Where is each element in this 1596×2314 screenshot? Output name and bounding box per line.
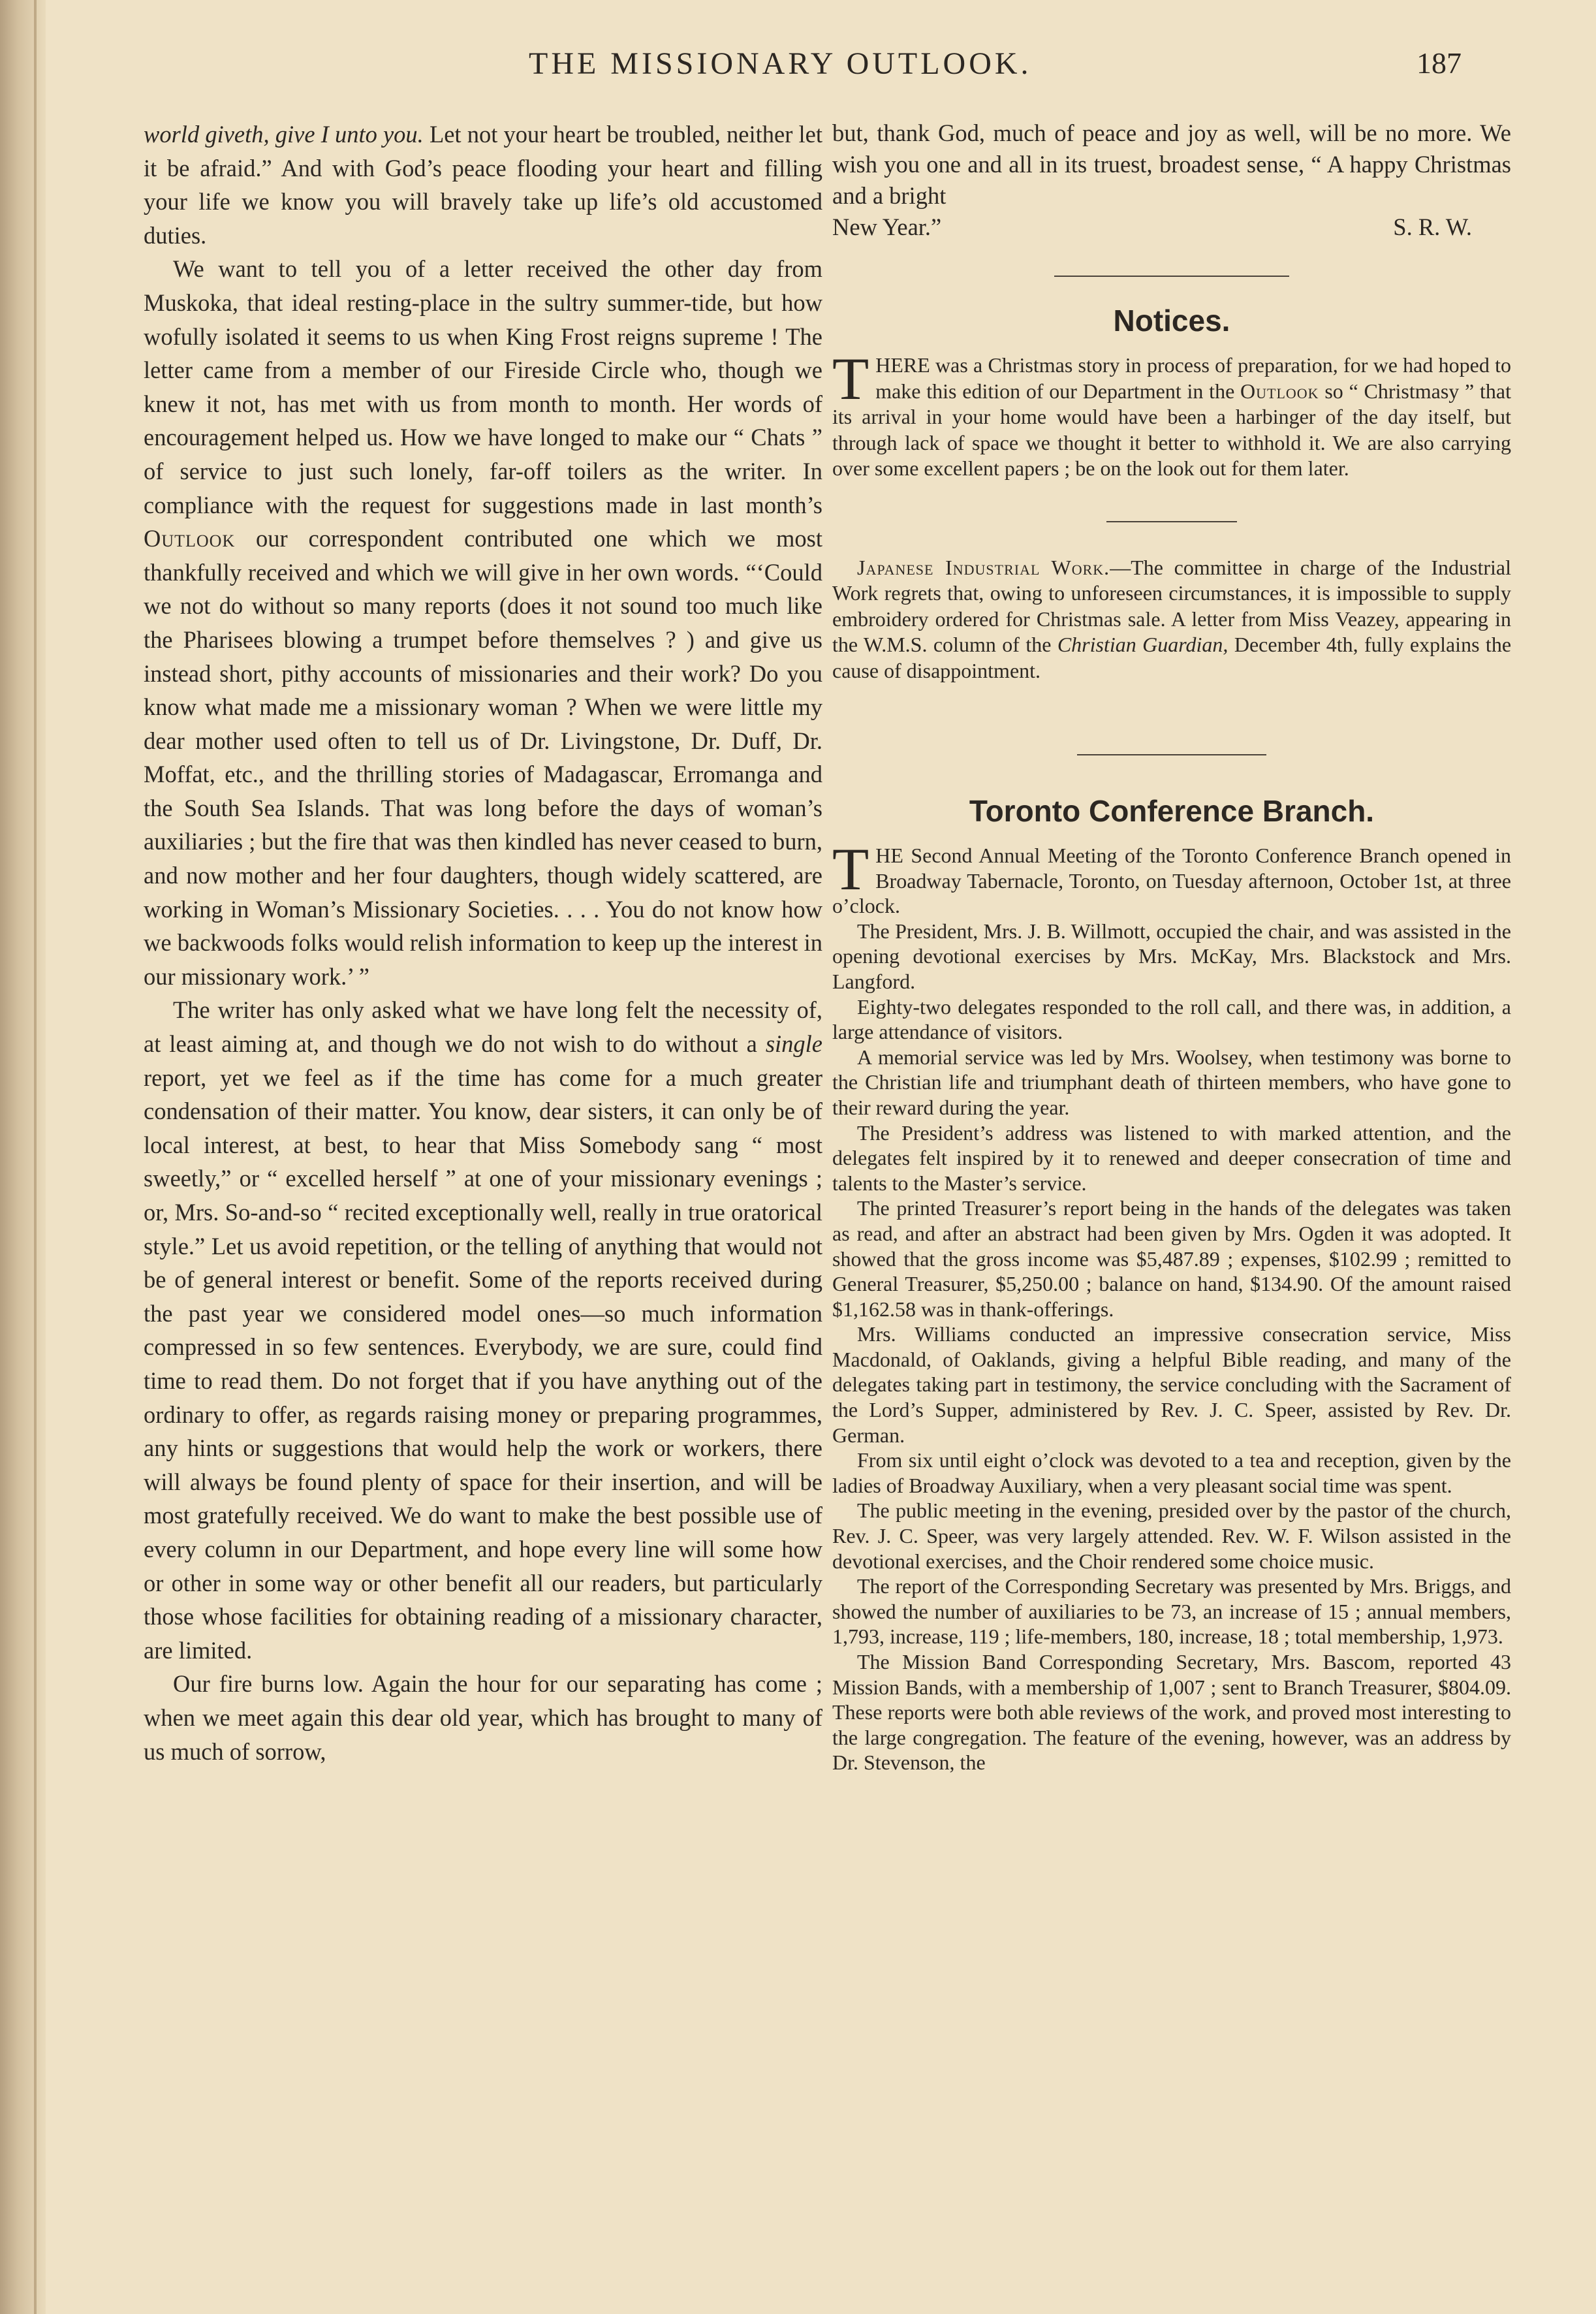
- notices-heading: Notices.: [1113, 304, 1230, 338]
- page-binding-edge: [0, 0, 46, 2314]
- right-column: [832, 118, 1511, 2298]
- paragraph-text: report, yet we feel as if the time has come for a much greater condensation of their matter. You know, dear sisters, it can only be of local interest, at best, to hear that Miss Somebody sang “ most sweetly,” or “ excelled herself ” at one of your missionary evenings ; or, Mrs. So-and-so “ recited exceptionally well, really in true oratorical style.” Let us avoid repetition, or the telling of anything that would not be of general interest or benefit. Some of the reports received during the past year we considered model ones—so much information compressed in so few sentences. Everybody, we are sure, could find time to read them. Do not forget that if you have anything out of the ordinary to offer, as regards raising money or preparing programmes, any hints or suggestions that would help the work or workers, there will always be found plenty of space for their insertion, and will be most gratefully received. We do want to make the best possible use of every column in our Department, and hope every line will some how or other in some way or other benefit all our readers, but particularly those whose facilities for obtaining reading of a missionary character, are limited.: [144, 1064, 822, 1664]
- paragraph-text: Let not your heart be troubled, neither let it be afraid.” And with God’s peace flooding your heart and filling your life we know you will bravely take up life’s old accustomed duties.: [144, 121, 822, 249]
- left-column: [144, 118, 822, 2298]
- report-paragraph: [832, 836, 1511, 919]
- drop-cap: T: [832, 836, 869, 902]
- report-paragraph: The President’s address was listened to with marked attention, and the delegates felt inspired by it to renewed and deeper consecration of time and talents to the Master’s service.: [832, 1120, 1511, 1195]
- section-divider: [1077, 754, 1266, 755]
- outlook-smallcaps: Outlook: [144, 525, 236, 552]
- page-number: 187: [1416, 46, 1462, 80]
- short-divider: [1106, 521, 1237, 522]
- paragraph-fire-burns-low: Our fire burns low. Again the hour for our separating has come ; when we meet again this dear old year, which has brought to many of us much of sorrow,: [144, 1670, 822, 1765]
- closing-text: New Year.”: [832, 214, 942, 240]
- report-paragraph: A memorial service was led by Mrs. Woolsey, when testimony was borne to the Christian life and triumphant death of thirteen members, who have gone to their reward during the year.: [832, 1045, 1511, 1119]
- report-paragraph: Mrs. Williams conducted an impressive consecration service, Miss Macdonald, of Oaklands, giving a helpful Bible reading, and many of the delegates taking part in testimony, the service concluding with the Sacrament of the Lord’s Supper, administered by Rev. J. C. Speer, assisted by Rev. Dr. German.: [832, 1322, 1511, 1447]
- signature-line: [832, 212, 1511, 243]
- italic-phrase: world giveth, give I unto you.: [144, 121, 424, 148]
- page-binding-line: [34, 0, 37, 2314]
- report-paragraph: The Mission Band Corresponding Secretary, Mrs. Bascom, reported 43 Mission Bands, with a membership of 1,007 ; sent to Branch Treasurer, $804.09. These reports were both able reviews of the work, and proved most interesting to the large congregation. The feature of the evening, however, was an address by Dr. Stevenson, the: [832, 1650, 1511, 1775]
- page-header: [0, 46, 1596, 98]
- paragraph-continuation: but, thank God, much of peace and joy as well, will be no more. We wish you one and all in its truest, broadest sense, “ A happy Christmas and a bright: [832, 119, 1511, 209]
- paragraph-text: HERE was a Christmas story in process of preparation, for we had hoped to make this edition of our Department in the: [875, 353, 1511, 403]
- italic-title: Christian Guardian,: [1057, 633, 1228, 656]
- drop-cap: T: [832, 345, 869, 412]
- paragraph-text: —The committee in charge of the Industrial Work regrets that, owing to unforeseen circumstances, it is impossible to supply embroidery ordered for Christmas sale. A letter from Miss Veazey, appearing in the W.M.S. column of the: [832, 555, 1511, 656]
- paragraph-text: HE Second Annual Meeting of the Toronto Conference Branch opened in Broadway Tabernacle, Toronto, on Tuesday afternoon, October 1st, at three o’clock.: [832, 844, 1511, 918]
- report-paragraph: Eighty-two delegates responded to the roll call, and there was, in addition, a large attendance of visitors.: [832, 994, 1511, 1044]
- outlook-smallcaps: Outlook: [1240, 379, 1319, 403]
- paragraph-text: We want to tell you of a letter received the other day from Muskoka, that ideal resting-place in the sultry summer-tide, but how wofully isolated it seems to us when King Frost reigns supreme ! The letter came from a member of our Fireside Circle who, though we knew it not, has met with us from month to month. Her words of encouragement helped us. How we have longed to make our “ Chats ” of service to just such lonely, far-off toilers as the writer. In compliance with the request for suggestions made in last month’s: [144, 255, 822, 518]
- paragraph-text: our correspondent contributed one which we most thankfully received and which we will give in her own words. “‘Could we not do without so many reports (does it not sound too much like the Pharisees blowing a trumpet before themselves ? ) and give us instead short, pithy accounts of missionaries and their work? Do you know what made me a missionary woman ? When we were little my dear mother used often to tell us of Dr. Livingstone, Dr. Duff, Dr. Moffat, etc., and the thrilling stories of Madagascar, Erromanga and the South Sea Islands. That was long before the days of woman’s auxiliaries ; but the fire that was then kindled has never ceased to burn, and now mother and her four daughters, though widely scattered, are working in Woman’s Missionary Societies. . . . You do not know how we backwoods folks would relish information to keep up the interest in our missionary work.’ ”: [144, 525, 822, 990]
- report-paragraph: The public meeting in the evening, presided over by the pastor of the church, Rev. J. C. Speer, was very largely attended. Rev. W. F. Wilson assisted in the devotional exercises, and the Choir rendered some choice music.: [832, 1498, 1511, 1573]
- signature: S. R. W.: [1393, 214, 1472, 240]
- japanese-industrial-notice: [832, 555, 1511, 684]
- paragraph-closing-quote: [144, 118, 822, 252]
- running-title: THE MISSIONARY OUTLOOK.: [529, 46, 1032, 81]
- chats-closing: [832, 118, 1511, 243]
- toronto-branch-report: [832, 836, 1511, 1775]
- paragraph-text: December 4th, fully explains the cause of disappointment.: [832, 633, 1511, 682]
- report-paragraph: From six until eight o’clock was devoted to a tea and reception, given by the ladies of Broadway Auxiliary, when a very pleasant social time was spent.: [832, 1448, 1511, 1497]
- notice-lead: Japanese Industrial Work.: [857, 555, 1110, 579]
- toronto-branch-heading: Toronto Conference Branch.: [969, 794, 1375, 828]
- italic-word: single: [765, 1030, 822, 1058]
- paragraph-text: so “ Christmasy ” that its arrival in your home would have been a harbinger of the day itself, but through lack of space we thought it better to withhold it. We are also carrying over some excellent papers ; be on the look out for them later.: [832, 379, 1511, 480]
- paragraph-muskoka-letter: [144, 252, 822, 993]
- paragraph-text: The writer has only asked what we have long felt the necessity of, at least aiming at, and though we do not wish to do without a: [144, 996, 822, 1058]
- report-paragraph: The President, Mrs. J. B. Willmott, occupied the chair, and was assisted in the opening devotional exercises by Mrs. McKay, Mrs. Blackstock and Mrs. Langford.: [832, 919, 1511, 993]
- report-paragraph: The printed Treasurer’s report being in the hands of the delegates was taken as read, and after an abstract had been given by Mrs. Ogden it was adopted. It showed that the gross income was $5,487.89 ; expenses, $102.99 ; remitted to General Treasurer, $5,250.00 ; balance on hand, $134.90. Of the amount raised $1,162.58 was in thank-offerings.: [832, 1196, 1511, 1321]
- notices-paragraph: [832, 345, 1511, 482]
- paragraph-condensation: [144, 993, 822, 1667]
- section-divider: [1054, 276, 1289, 277]
- report-paragraph: The report of the Corresponding Secretary was presented by Mrs. Briggs, and showed the number of auxiliaries to be 73, an increase of 15 ; annual members, 1,793, increase, 119 ; life-members, 180, increase, 18 ; total membership, 1,973.: [832, 1574, 1511, 1649]
